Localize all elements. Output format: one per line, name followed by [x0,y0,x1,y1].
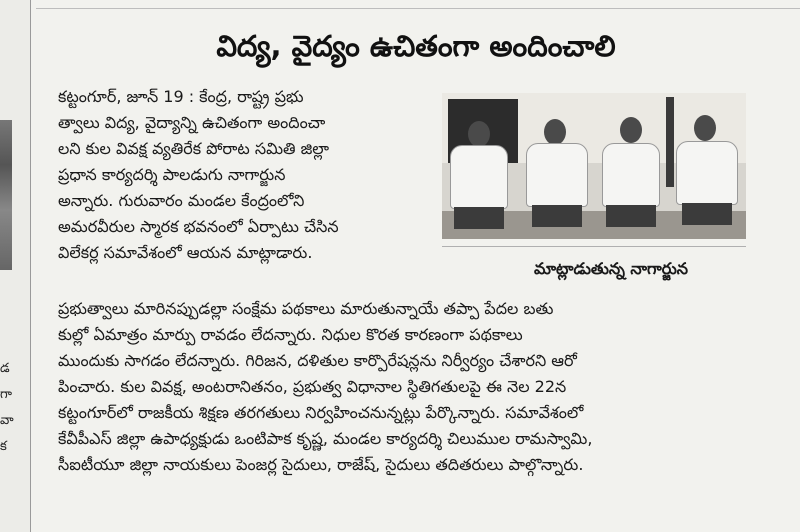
lead-line: ప్రధాన కార్యదర్శి పాలడుగు నాగార్జున [58,165,286,184]
lead-line: కట్టంగూర్, జూన్ 19 : కేంద్ర, రాష్ట్ర ప్రభు [58,87,304,106]
body-line: పించారు. కుల వివక్ష, అంటరానితనం, ప్రభుత్వ విధానాల స్థితిగతులపై ఈ నెల 22న [58,377,567,396]
adjacent-column-strip [0,0,31,532]
lead-line: త్వాలు విద్య, వైద్యాన్ని ఉచితంగా అందించా [58,113,326,132]
photo-caption: మాట్లాడుతున్న నాగార్జున [533,259,689,278]
body-line: కుల్లో ఏమాత్రం మార్పు రావడం లేదన్నారు. నిధుల కొరత కారణంగా పథకాలు [58,325,523,344]
adjacent-text-fragment: గా [0,387,12,402]
adjacent-text-fragment: వా [0,413,14,428]
caption-rule [442,246,746,247]
lead-line: లని కుల వివక్ష వ్యతిరేక పోరాట సమితి జిల్లా [58,139,330,158]
article-body [58,296,778,478]
body-line: సీఐటీయూ జిల్లా నాయకులు పెంజర్ల సైదులు, రాజేష్, సైదులు తదితరులు పాల్గొన్నారు. [58,455,584,474]
lead-line: అమరవీరుల స్మారక భవనంలో ఏర్పాటు చేసిన [58,217,339,236]
top-rule [36,8,800,9]
article-headline: విద్య, వైద్యం ఉచితంగా అందించాలి [216,29,616,63]
body-line: కేవీపీఎస్ జిల్లా ఉపాధ్యక్షుడు ఒంటిపాక కృష్ణ, మండల కార్యదర్శి చిలుముల రామస్వామి, [58,429,593,448]
body-line: ప్రభుత్వాలు మారినప్పుడల్లా సంక్షేమ పథకాలు మారుతున్నాయే తప్పా పేదల బతు [58,299,554,318]
adjacent-photo-fragment [0,120,12,270]
body-line: కట్టంగూర్‌లో రాజకీయ శిక్షణ తరగతులు నిర్వహించనున్నట్లు పేర్కొన్నారు. సమావేశంలో [58,403,584,422]
article-lead [58,84,438,266]
adjacent-text-fragment: క [0,439,7,454]
body-line: ముందుకు సాగడం లేదన్నారు. గిరిజన, దళితుల కార్పొరేషన్లను నిర్వీర్యం చేశారని ఆరో [58,351,577,370]
adjacent-text-fragment: డ [0,361,10,376]
photo-pillar [666,97,674,187]
lead-line: అన్నారు. గురువారం మండల కేంద్రంలోని [58,191,305,210]
article-photo [442,93,746,239]
lead-line: విలేకర్ల సమావేశంలో ఆయన మాట్లాడారు. [58,243,313,262]
